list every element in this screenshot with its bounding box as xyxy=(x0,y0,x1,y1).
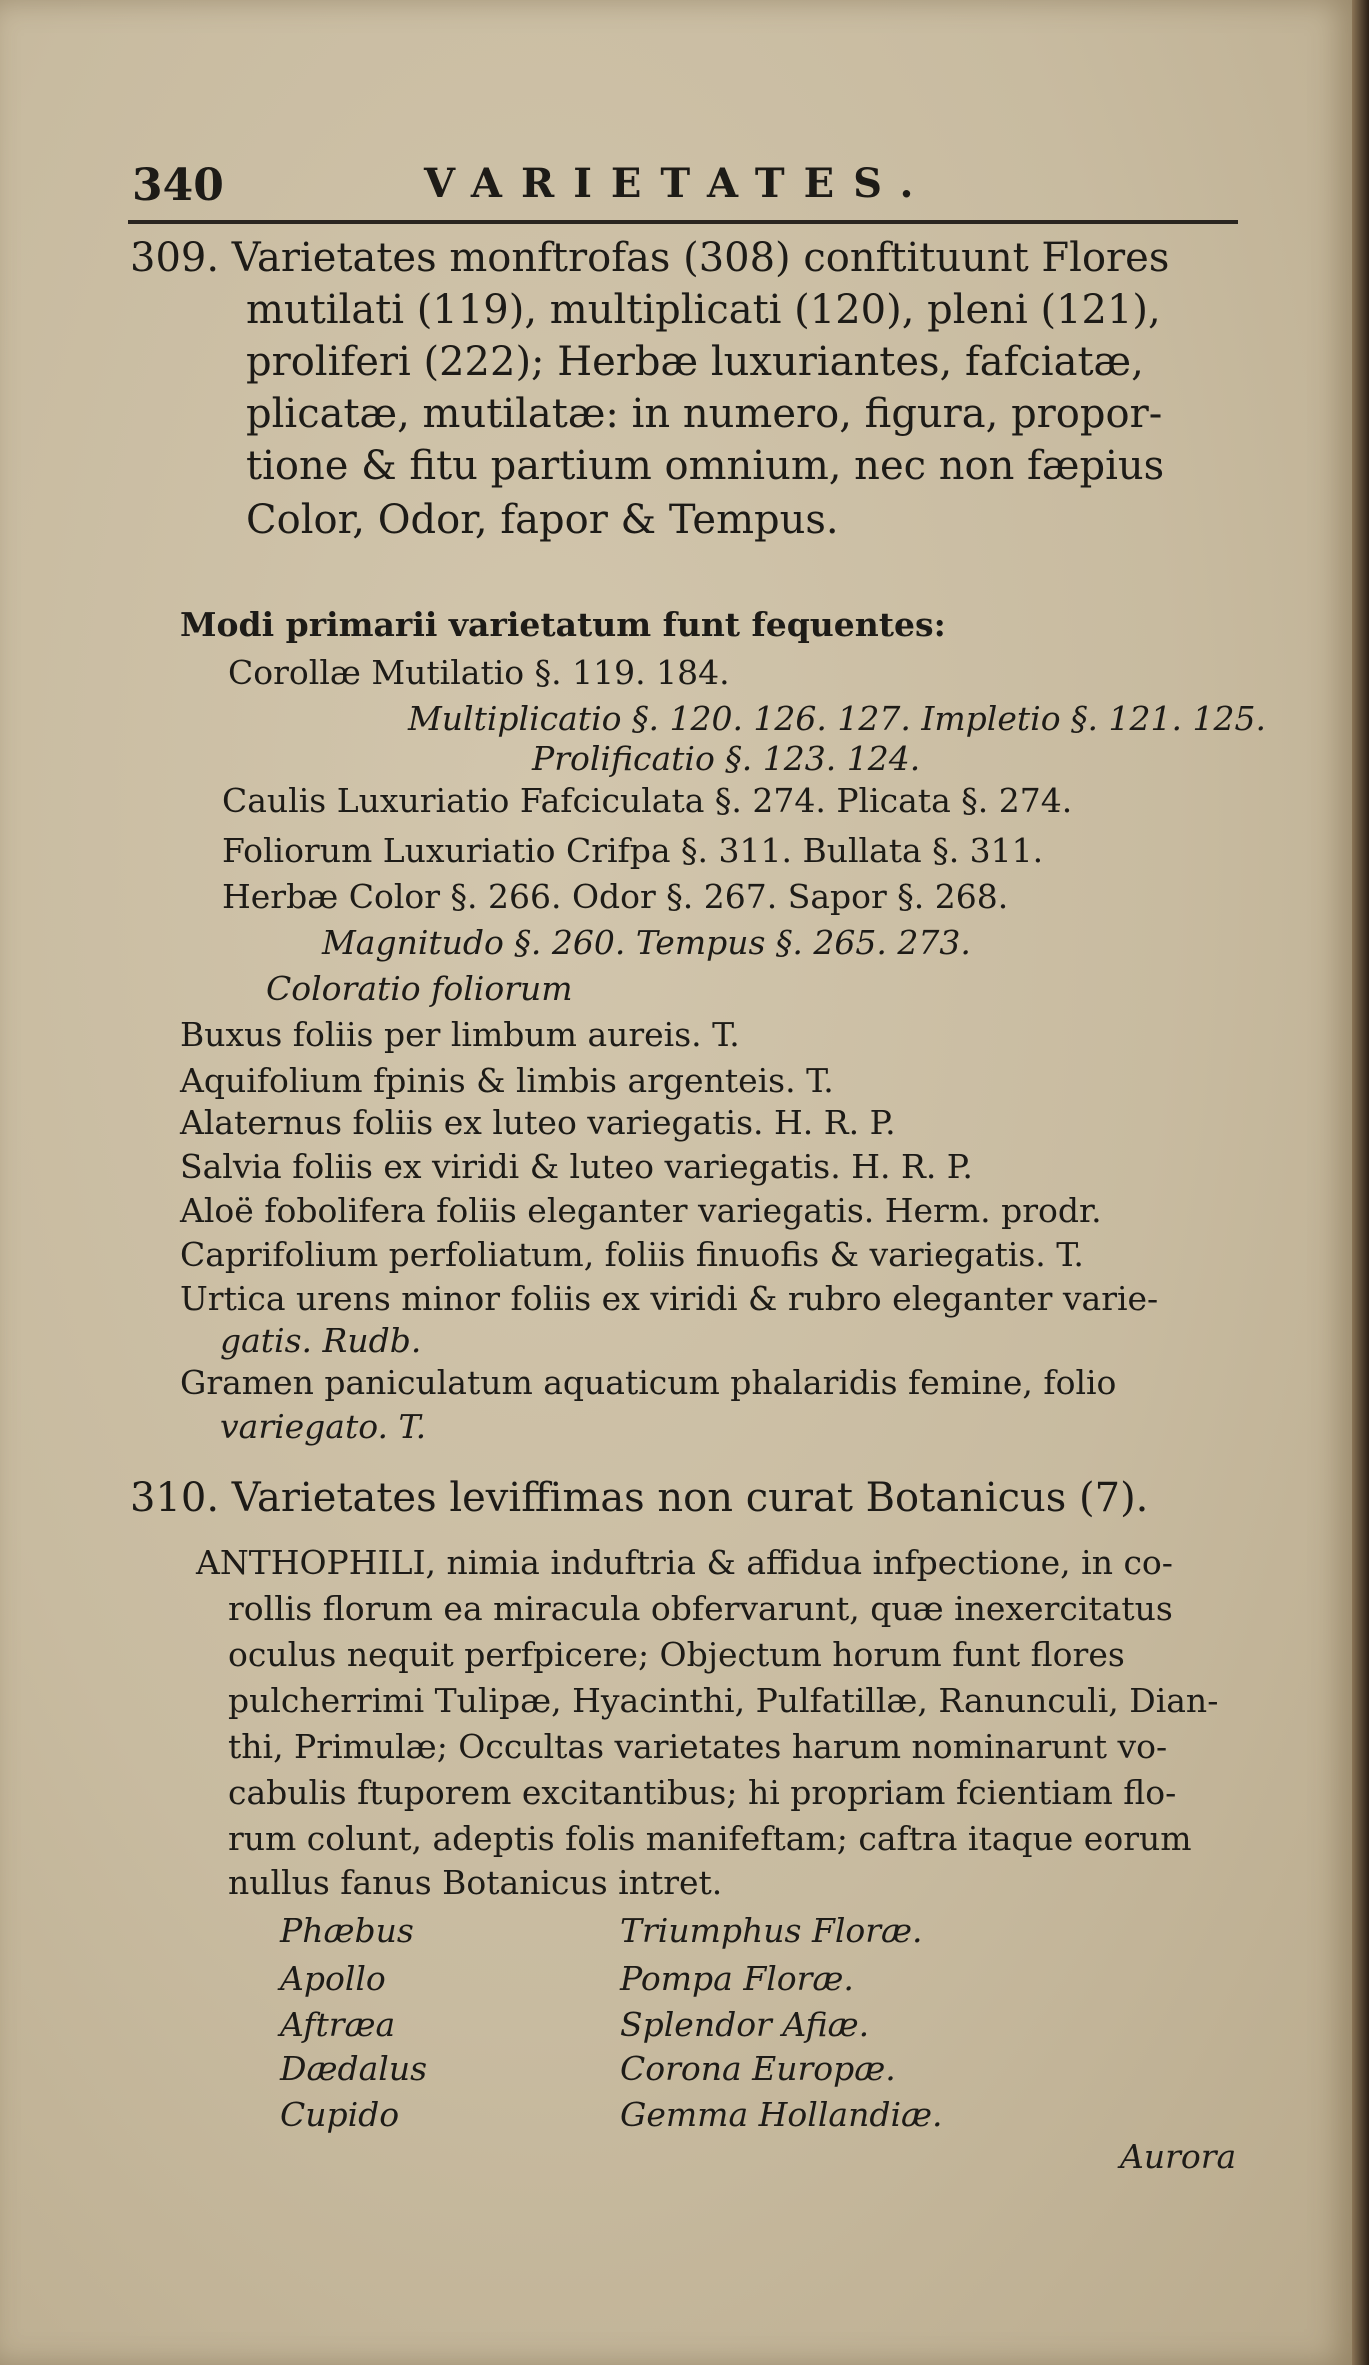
name-left: Dædalus xyxy=(280,2049,428,2088)
section-309-line: 309. Varietates monftrofas (308) conftituunt Flores xyxy=(130,235,1170,281)
example-line: Caprifolium perfoliatum, foliis finuofis & variegatis. T. xyxy=(180,1235,1084,1274)
example-line: Salvia foliis ex viridi & luteo variegatis. H. R. P. xyxy=(180,1147,973,1186)
page-edge xyxy=(1352,0,1369,2365)
page-number: 340 xyxy=(132,160,224,211)
section-309-line: mutilati (119), multiplicati (120), pleni (121), xyxy=(246,287,1161,333)
section-310-line: rum colunt, adeptis folis manifeftam; caftra itaque eorum xyxy=(228,1819,1192,1858)
section-310-line: oculus nequit perfpicere; Objectum horum funt flores xyxy=(228,1635,1125,1674)
name-left: Aftræa xyxy=(280,2005,396,2044)
modi-intro: Modi primarii varietatum funt fequentes: xyxy=(180,605,946,644)
example-line: Buxus foliis per limbum aureis. T. xyxy=(180,1015,740,1054)
section-310-line: rollis florum ea miracula obfervarunt, quæ inexercitatus xyxy=(228,1589,1173,1628)
section-310-line: cabulis ftuporem excitantibus; hi propriam fcientiam flo- xyxy=(228,1773,1177,1812)
page-header xyxy=(128,160,1298,216)
section-309-line: tione & fitu partium omnium, nec non fæpius xyxy=(246,443,1165,489)
modi-line: Caulis Luxuriatio Fafciculata §. 274. Plicata §. 274. xyxy=(222,781,1073,820)
example-line: Urtica urens minor foliis ex viridi & rubro eleganter varie- xyxy=(180,1279,1159,1318)
section-309-line: Color, Odor, fapor & Tempus. xyxy=(246,497,839,543)
example-line: Aquifolium fpinis & limbis argenteis. T. xyxy=(180,1061,834,1100)
catchword: Aurora xyxy=(1120,2137,1237,2176)
name-right: Corona Europæ. xyxy=(620,2049,896,2088)
modi-line: Prolificatio §. 123. 124. xyxy=(532,739,921,778)
header-rule xyxy=(128,220,1238,224)
example-line: Aloë fobolifera foliis eleganter variegatis. Herm. prodr. xyxy=(180,1191,1102,1230)
name-left: Cupido xyxy=(280,2095,400,2134)
modi-line: Coloratio foliorum xyxy=(266,969,573,1008)
section-310-line: pulcherrimi Tulipæ, Hyacinthi, Pulfatillæ, Ranunculi, Dian- xyxy=(228,1681,1219,1720)
modi-line: Multiplicatio §. 120. 126. 127. Impletio §. 121. 125. xyxy=(408,699,1266,738)
name-right: Triumphus Floræ. xyxy=(620,1911,923,1950)
name-right: Splendor Afiæ. xyxy=(620,2005,870,2044)
running-title: VARIETATES. xyxy=(424,160,933,207)
section-310-line: nullus fanus Botanicus intret. xyxy=(228,1863,723,1902)
example-line: Alaternus foliis ex luteo variegatis. H. R. P. xyxy=(180,1103,896,1142)
section-309-line: plicatæ, mutilatæ: in numero, figura, propor- xyxy=(246,391,1163,437)
example-line: variegato. T. xyxy=(220,1407,427,1446)
name-right: Pompa Floræ. xyxy=(620,1959,854,1998)
modi-line: Corollæ Mutilatio §. 119. 184. xyxy=(228,653,730,692)
section-310-line: ANTHOPHILI, nimia induftria & affidua infpectione, in co- xyxy=(196,1543,1173,1582)
section-310-line: thi, Primulæ; Occultas varietates harum nominarunt vo- xyxy=(228,1727,1168,1766)
example-line: gatis. Rudb. xyxy=(220,1321,422,1360)
modi-line: Magnitudo §. 260. Tempus §. 265. 273. xyxy=(322,923,971,962)
section-310-heading: 310. Varietates leviffimas non curat Botanicus (7). xyxy=(130,1475,1149,1521)
modi-line: Herbæ Color §. 266. Odor §. 267. Sapor §. 268. xyxy=(222,877,1009,916)
name-left: Apollo xyxy=(280,1959,386,1998)
example-line: Gramen paniculatum aquaticum phalaridis femine, folio xyxy=(180,1363,1117,1402)
name-left: Phæbus xyxy=(280,1911,414,1950)
name-right: Gemma Hollandiæ. xyxy=(620,2095,943,2134)
section-309-line: proliferi (222); Herbæ luxuriantes, fafciatæ, xyxy=(246,339,1144,385)
modi-line: Foliorum Luxuriatio Crifpa §. 311. Bullata §. 311. xyxy=(222,831,1044,870)
